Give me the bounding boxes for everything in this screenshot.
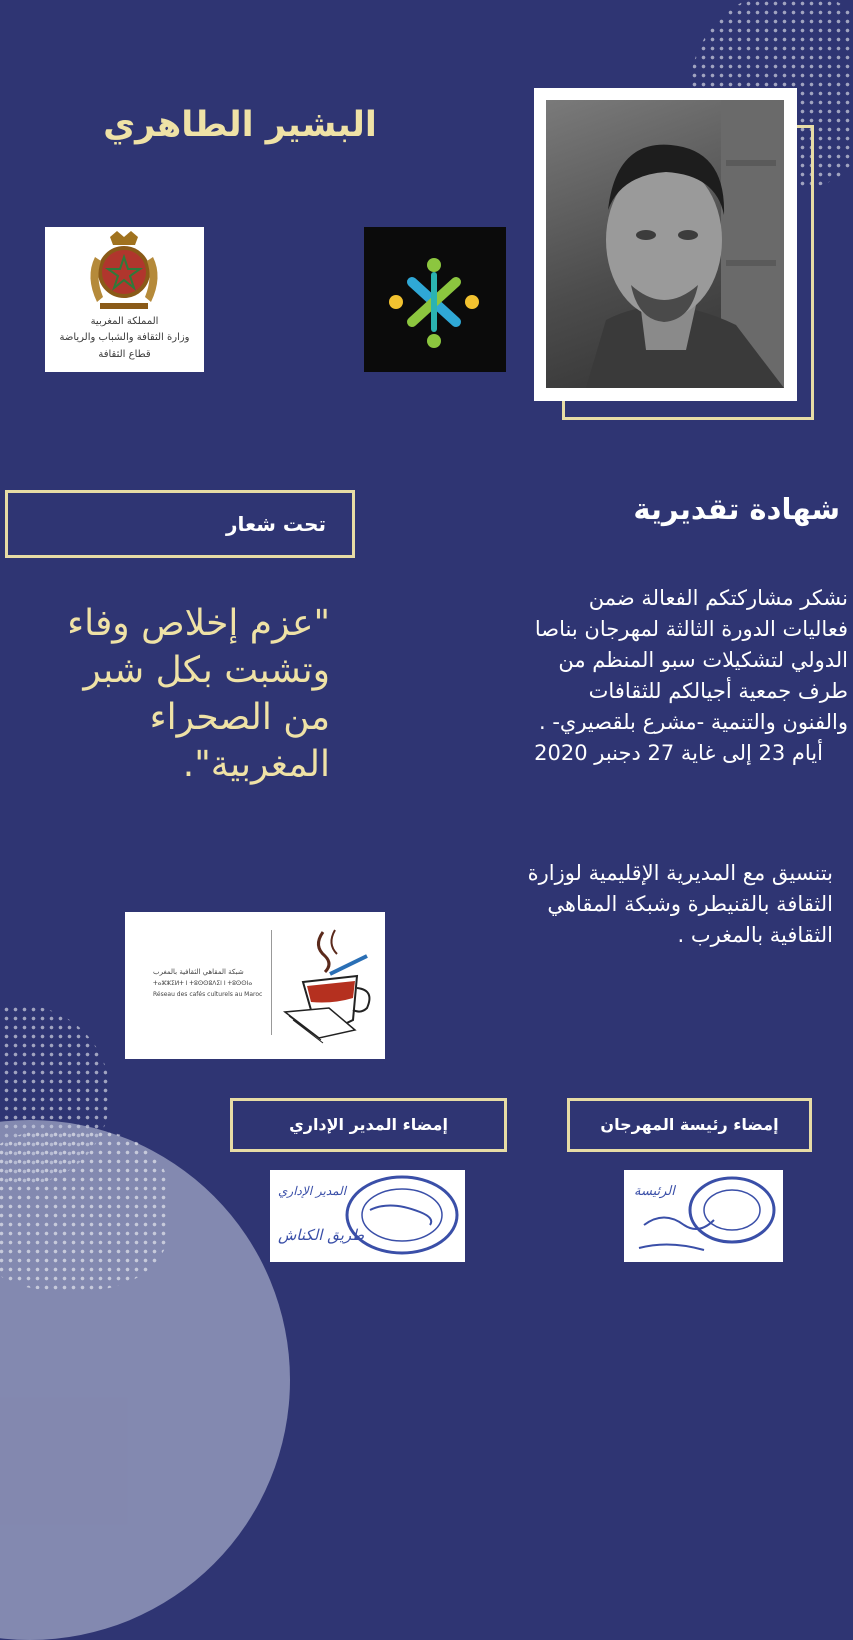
slogan-line: وتشبت بكل شبر <box>83 650 330 691</box>
president-stamp <box>624 1170 783 1262</box>
ministry-line-2: وزارة الثقافة والشباب والرياضة <box>59 332 190 343</box>
dots-bottom-left-arc <box>0 1130 170 1290</box>
paragraph1-line: طرف جمعية أجيالكم للثقافات <box>588 679 848 703</box>
person-silhouette <box>546 100 784 388</box>
slogan-line: المغربية". <box>182 744 330 785</box>
cafes-line-2: ⵜⴰⵣⵣⵉⵍⵜ ⵏ ⵜⵓⵙⵙⵓⴷⵉⵏ ⵏ ⵜⵓⵙⵙⵏⴰ <box>153 980 253 987</box>
paragraph1-line: الدولي لتشكيلات سبو المنظم من <box>558 648 848 672</box>
admin-stamp <box>270 1170 465 1262</box>
paragraph1-line: والفنون والتنمية -مشرع بلقصيري- . <box>538 710 848 734</box>
admin-stamp-name: طريق الكناش <box>278 1226 365 1244</box>
admin-signature-label: إمضاء المدير الإداري <box>289 1115 448 1134</box>
paragraph2-line: الثقافة بالقنيطرة وشبكة المقاهي <box>547 892 833 916</box>
ministry-line-3: قطاع الثقافة <box>98 349 151 360</box>
photo-card <box>534 88 797 401</box>
slogan-line: من الصحراء <box>149 697 330 738</box>
admin-stamp-title: المدير الإداري <box>278 1184 347 1198</box>
slogan-text <box>10 600 330 788</box>
festival-logo-icon <box>364 227 506 372</box>
coat-of-arms-icon <box>45 227 204 317</box>
president-stamp-title: الرئيسة <box>634 1184 675 1199</box>
president-signature-label: إمضاء رئيسة المهرجان <box>600 1115 779 1134</box>
slogan-label: تحت شعار <box>225 512 326 536</box>
ministry-line-1: المملكة المغربية <box>90 316 159 327</box>
certificate-paragraph-2 <box>390 858 848 951</box>
admin-signature-label-box <box>230 1098 507 1152</box>
slogan-label-box <box>5 490 355 558</box>
paragraph1-line: أيام 23 إلى غاية 27 دجنبر 2020 <box>534 741 823 765</box>
president-signature-label-box <box>567 1098 812 1152</box>
ministry-logo <box>45 227 204 372</box>
person-name: البشير الطاهري <box>103 105 377 145</box>
festival-logo <box>364 227 506 372</box>
cafes-line-1: شبكة المقاهي الثقافية بالمغرب <box>153 968 244 976</box>
certificate-paragraph-1 <box>390 583 848 769</box>
paragraph1-line: نشكر مشاركتكم الفعالة ضمن <box>588 586 848 610</box>
cafes-network-logo <box>125 912 385 1059</box>
paragraph2-line: بتنسيق مع المديرية الإقليمية لوزارة <box>527 861 833 885</box>
person-photo <box>546 100 784 388</box>
cafes-line-3: Réseau des cafés culturels au Maroc <box>153 991 263 998</box>
slogan-line: "عزم إخلاص وفاء <box>67 603 330 644</box>
cafes-divider <box>271 930 272 1035</box>
paragraph1-line: فعاليات الدورة الثالثة لمهرجان بناصا <box>534 617 848 641</box>
coffee-cup-icon <box>275 912 385 1059</box>
paragraph2-line: الثقافية بالمغرب . <box>677 923 833 947</box>
certificate-title: شهادة تقديرية <box>633 492 840 526</box>
